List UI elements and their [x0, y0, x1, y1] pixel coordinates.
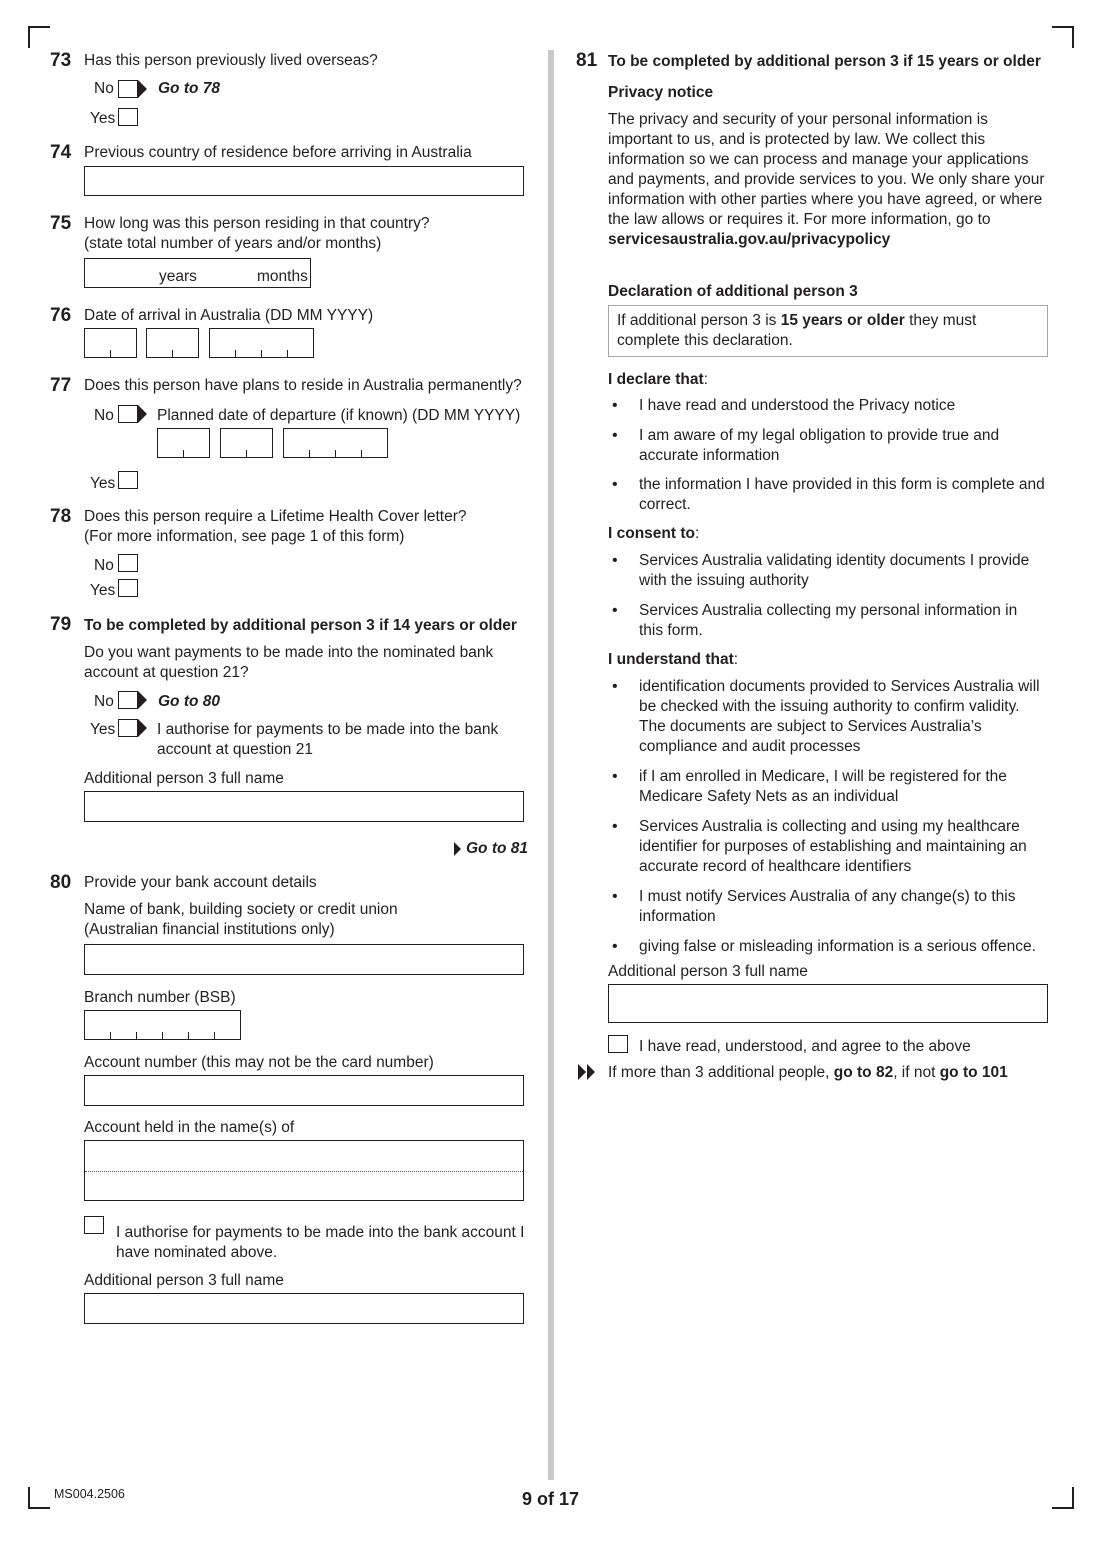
field-label: Account held in the name(s) of — [84, 1119, 295, 1136]
colon: : — [703, 371, 708, 388]
yes-checkbox[interactable] — [118, 471, 138, 489]
privacy-line: information with other parties where you have agreed, or where — [608, 191, 1043, 208]
list-item: this form. — [639, 622, 703, 639]
departure-month-input[interactable] — [220, 428, 273, 458]
question-number: 75 — [50, 213, 72, 234]
note-emphasis: 15 years or older — [780, 312, 905, 329]
question-text: Date of arrival in Australia (DD MM YYYY) — [84, 307, 374, 324]
page-number: 9 of 17 — [522, 1489, 580, 1509]
list-item: with the issuing authority — [639, 572, 809, 589]
double-arrow-icon — [578, 1064, 596, 1080]
question-number: 76 — [50, 305, 72, 326]
option-label: No — [94, 693, 114, 710]
list-item: Services Australia validating identity documents I provide — [639, 552, 1030, 569]
question-number: 74 — [50, 142, 72, 163]
bullet: • — [612, 602, 618, 619]
goto-82: go to 82 — [833, 1064, 894, 1081]
departure-year-input[interactable] — [283, 428, 388, 458]
option-label: Yes — [90, 582, 116, 599]
list-item: The documents are subject to Services Australia’s — [639, 718, 982, 735]
account-number-input[interactable] — [84, 1075, 524, 1106]
full-name-input[interactable] — [84, 1293, 524, 1324]
arrival-month-input[interactable] — [146, 328, 199, 358]
question-text: Do you want payments to be made into the nominated bank — [84, 644, 494, 661]
bullet: • — [612, 818, 618, 835]
field-label: Account number (this may not be the card number) — [84, 1054, 434, 1071]
list-heading — [608, 650, 738, 670]
question-heading: To be completed by additional person 3 if 15 years or older — [608, 53, 1041, 70]
privacy-notice — [608, 110, 1045, 250]
list-item: accurate information — [639, 447, 780, 464]
list-item: identifier for purposes of establishing and maintaining an — [639, 838, 1027, 855]
authorise-checkbox[interactable] — [84, 1216, 104, 1234]
goto-instruction: Go to 78 — [158, 80, 221, 97]
crop-mark — [28, 26, 50, 48]
arrow-icon — [138, 80, 147, 98]
note-line — [617, 311, 976, 331]
list-item: identification documents provided to Services Australia will — [639, 678, 1040, 695]
field-label: Additional person 3 full name — [84, 770, 284, 787]
months-label: months — [257, 268, 308, 285]
option-label: No — [94, 407, 114, 424]
section-title: Privacy notice — [608, 84, 714, 101]
option-label: Yes — [90, 721, 116, 738]
privacy-line: the law allows or requires it. For more information, go to — [608, 211, 991, 228]
arrival-year-input[interactable] — [209, 328, 314, 358]
option-text: I authorise for payments to be made into the bank — [157, 721, 499, 738]
country-input[interactable] — [84, 166, 524, 196]
list-item: I must notify Services Australia of any change(s) to this — [639, 888, 1016, 905]
full-name-input[interactable] — [84, 791, 524, 822]
final-instruction — [608, 1063, 1008, 1083]
question-number: 73 — [50, 50, 72, 71]
crop-mark — [28, 1487, 50, 1509]
declaration-note — [608, 305, 1048, 357]
question-number: 78 — [50, 506, 72, 527]
no-checkbox[interactable] — [118, 80, 138, 98]
arrow-icon — [138, 405, 147, 423]
goto-instruction: Go to 80 — [158, 693, 221, 710]
goto-101: go to 101 — [939, 1064, 1008, 1081]
list-item: Services Australia collecting my personal information in — [639, 602, 1018, 619]
field-label: Branch number (BSB) — [84, 989, 236, 1006]
bank-name-input[interactable] — [84, 944, 524, 975]
list-item: Services Australia is collecting and using my healthcare — [639, 818, 1020, 835]
question-text: Does this person have plans to reside in Australia permanently? — [84, 377, 522, 394]
list-item: giving false or misleading information is a serious offence. — [639, 938, 1036, 955]
column-divider — [548, 50, 554, 1480]
privacy-line: and payments, and provide services to you. We only share your — [608, 171, 1045, 188]
note-line: complete this declaration. — [617, 332, 793, 349]
departure-day-input[interactable] — [157, 428, 210, 458]
instruction-text: , if not — [893, 1064, 940, 1081]
list-heading — [608, 524, 699, 544]
question-number: 81 — [576, 50, 598, 71]
bullet: • — [612, 888, 618, 905]
bullet: • — [612, 476, 618, 493]
note-text: If additional person 3 is — [617, 312, 781, 329]
list-item: correct. — [639, 496, 691, 513]
note-text: they must — [904, 312, 977, 329]
option-label: No — [94, 557, 114, 574]
question-number: 77 — [50, 375, 72, 396]
bullet: • — [612, 678, 618, 695]
bullet: • — [612, 552, 618, 569]
form-code: MS004.2506 — [54, 1487, 125, 1501]
crop-mark — [1052, 26, 1074, 48]
arrow-icon — [138, 719, 147, 737]
years-label: years — [159, 268, 197, 285]
arrow-icon — [138, 691, 147, 709]
checkbox-label: I have read, understood, and agree to the above — [639, 1038, 971, 1055]
privacy-line: The privacy and security of your personal information is — [608, 111, 988, 128]
list-item: I am aware of my legal obligation to provide true and — [639, 427, 1000, 444]
no-checkbox[interactable] — [118, 691, 138, 709]
checkbox-label: I authorise for payments to be made into the bank account I — [116, 1224, 525, 1241]
question-heading: To be completed by additional person 3 if 14 years or older — [84, 617, 517, 634]
colon: : — [733, 651, 739, 668]
yes-checkbox[interactable] — [118, 719, 138, 737]
option-text: Planned date of departure (if known) (DD MM YYYY) — [157, 407, 521, 424]
list-item: information — [639, 908, 716, 925]
question-text: Previous country of residence before arriving in Australia — [84, 144, 472, 161]
goto-instruction: Go to 81 — [466, 840, 529, 857]
question-number: 79 — [50, 614, 72, 635]
colon: : — [694, 525, 700, 542]
no-checkbox[interactable] — [118, 554, 138, 572]
question-text: Provide your bank account details — [84, 874, 317, 891]
field-label: Name of bank, building society or credit union — [84, 901, 398, 918]
list-heading-text: I declare that — [608, 371, 704, 388]
list-item: be checked with the issuing authority to confirm validity. — [639, 698, 1020, 715]
instruction-text: If more than 3 additional people, — [608, 1064, 834, 1081]
full-name-input[interactable] — [608, 984, 1048, 1023]
list-heading — [608, 370, 708, 390]
question-text: (For more information, see page 1 of this form) — [84, 528, 405, 545]
list-heading-text: I understand that — [608, 651, 734, 668]
option-label: Yes — [90, 110, 116, 127]
privacy-policy-link[interactable]: servicesaustralia.gov.au/privacypolicy — [608, 231, 891, 248]
question-text: account at question 21? — [84, 664, 249, 681]
bullet: • — [612, 397, 618, 414]
list-heading-text: I consent to — [608, 525, 695, 542]
bullet: • — [612, 427, 618, 444]
section-title: Declaration of additional person 3 — [608, 283, 858, 300]
checkbox-label: have nominated above. — [116, 1244, 278, 1261]
list-item: Medicare Safety Nets as an individual — [639, 788, 899, 805]
question-text: Has this person previously lived overseas? — [84, 52, 378, 69]
list-item: if I am enrolled in Medicare, I will be registered for the — [639, 768, 1007, 785]
list-item: I have read and understood the Privacy notice — [639, 397, 956, 414]
bsb-input[interactable] — [84, 1010, 241, 1040]
bullet: • — [612, 938, 618, 955]
list-item: the information I have provided in this form is complete and — [639, 476, 1045, 493]
no-checkbox[interactable] — [118, 405, 138, 423]
bullet: • — [612, 768, 618, 785]
option-label: Yes — [90, 475, 116, 492]
arrival-day-input[interactable] — [84, 328, 137, 358]
crop-mark — [1052, 1487, 1074, 1509]
agree-checkbox[interactable] — [608, 1035, 628, 1053]
field-label: Additional person 3 full name — [608, 963, 808, 980]
account-holder-input[interactable] — [84, 1140, 524, 1201]
field-label: Additional person 3 full name — [84, 1272, 284, 1289]
field-label: (Australian financial institutions only) — [84, 921, 335, 938]
question-number: 80 — [50, 872, 72, 893]
duration-input[interactable] — [84, 258, 311, 288]
question-text: (state total number of years and/or months) — [84, 235, 382, 252]
question-text: How long was this person residing in that country? — [84, 215, 430, 232]
option-text: account at question 21 — [157, 741, 313, 758]
yes-checkbox[interactable] — [118, 579, 138, 597]
list-item: accurate record of healthcare identifiers — [639, 858, 912, 875]
list-item: compliance and audit processes — [639, 738, 861, 755]
yes-checkbox[interactable] — [118, 108, 138, 126]
question-text: Does this person require a Lifetime Health Cover letter? — [84, 508, 467, 525]
privacy-line: information so we can process and manage your applications — [608, 151, 1029, 168]
option-label: No — [94, 80, 114, 97]
privacy-line: important to us, and is protected by law. We collect this — [608, 131, 986, 148]
arrow-icon — [454, 842, 461, 856]
